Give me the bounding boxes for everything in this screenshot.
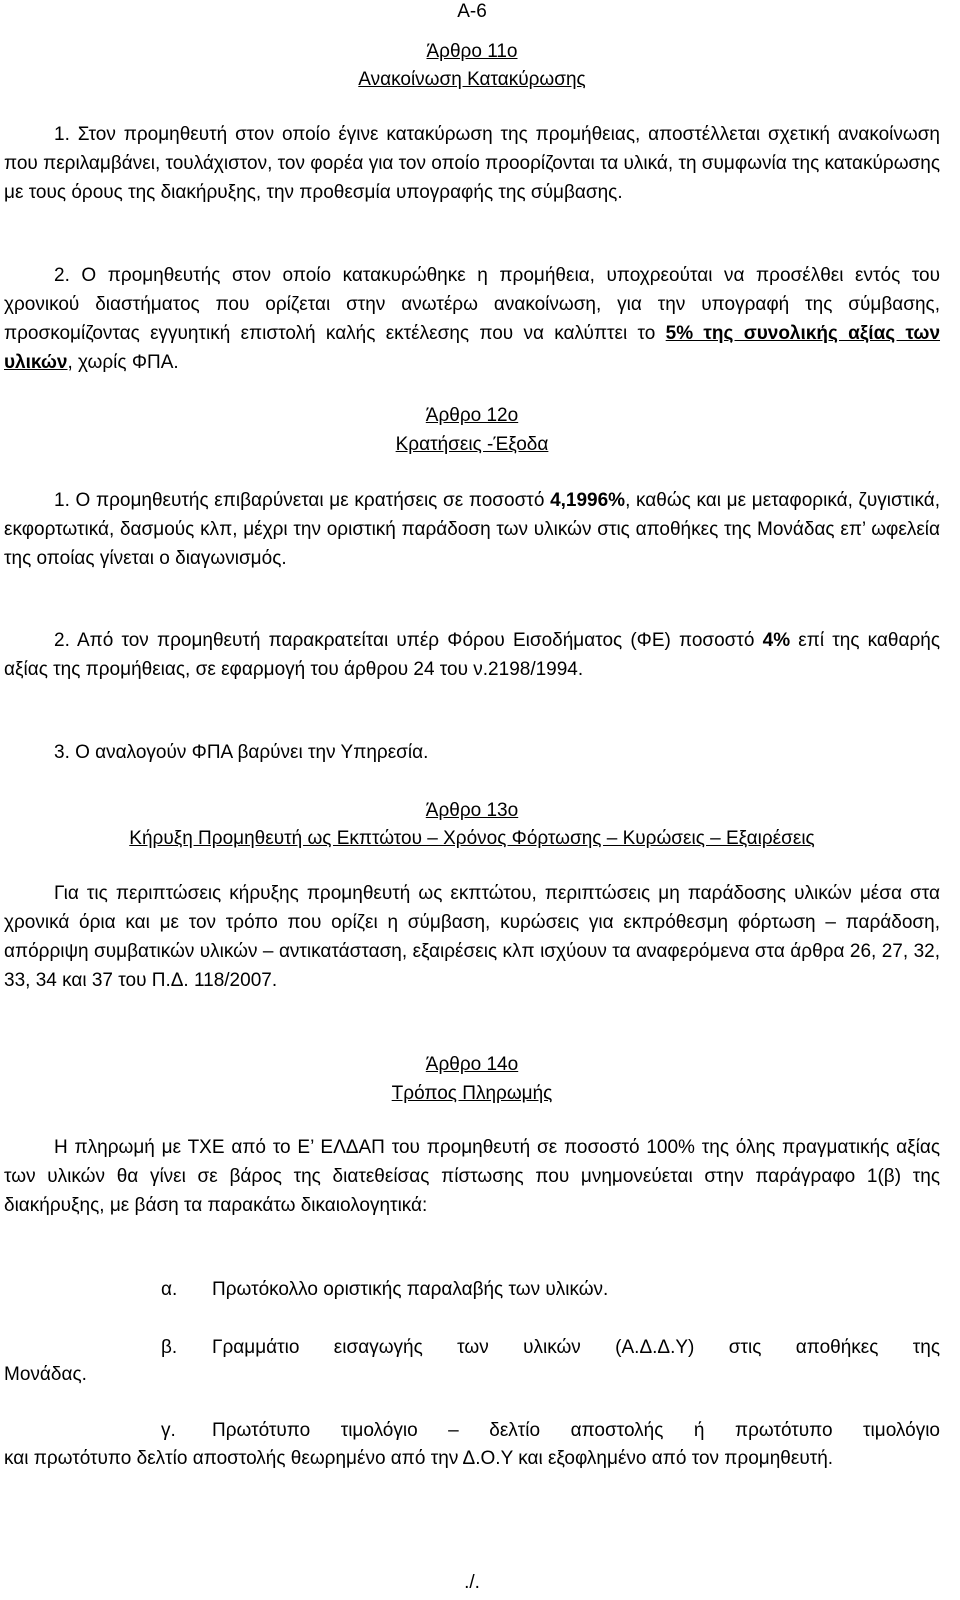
- list-item-text: Γραμμάτιο εισαγωγής των υλικών (Α.Δ.Δ.Υ) στις αποθήκες της: [212, 1337, 940, 1358]
- list-item-text: Πρωτότυπο τιμολόγιο – δελτίο αποστολής ή πρωτότυπο τιμολόγιο: [212, 1420, 940, 1441]
- article-14-paragraph-1: Η πληρωμή με ΤΧΕ από το Ε’ ΕΛΔΑΠ του προμηθευτή σε ποσοστό 100% της όλης πραγματικής αξίας των υλικών θα γίνει σε βάρος της διατεθείσας πίστωσης που μνημονεύεται στην παράγραφο 1(β) της διακήρυξης, με βάση τα παρακάτω δικαιολογητικά:: [4, 1137, 940, 1216]
- list-item-text: Πρωτόκολλο οριστικής παραλαβής των υλικών.: [212, 1279, 609, 1300]
- list-item-letter: β.: [161, 1337, 178, 1358]
- article-12-paragraph-3: 3. Ο αναλογούν ΦΠΑ βαρύνει την Υπηρεσία.: [54, 742, 429, 763]
- article-13-paragraph-1: Για τις περιπτώσεις κήρυξης προμηθευτή ως εκπτώτου, περιπτώσεις μη παράδοσης υλικών μέσα στα χρονικά όρια και με τον τρόπο που ορίζει η σύμβαση, κυρώσεις για εκπρόθεσμη φόρτωση – παράδοση, απόρριψη συμβατικών υλικών – αντικατάσταση, εξαιρέσεις κλπ ισχύουν τα αναφερόμενα στα άρθρα 26, 27, 32, 33, 34 και 37 του Π.Δ. 118/2007.: [4, 883, 940, 991]
- article-12-paragraph-2: 2. Από τον προμηθευτή παρακρατείται υπέρ Φόρου Εισοδήματος (ΦΕ) ποσοστό 4% επί της καθαρής αξίας της προμήθειας, σε εφαρμογή του άρθρου 24 του ν.2198/1994.: [4, 630, 940, 680]
- article-13-subtitle: Κήρυξη Προμηθευτή ως Εκπτώτου – Χρόνος Φόρτωσης – Κυρώσεις – Εξαιρέσεις: [129, 828, 815, 849]
- article-12-title: Άρθρο 12ο: [425, 405, 519, 426]
- article-11-subtitle: Ανακοίνωση Κατακύρωσης: [358, 69, 586, 90]
- article-12-subtitle: Κρατήσεις -Έξοδα: [395, 434, 549, 455]
- article-14-title: Άρθρο 14ο: [425, 1054, 519, 1075]
- article-11-paragraph-2: 2. Ο προμηθευτής στον οποίο κατακυρώθηκε η προμήθεια, υποχρεούται να προσέλθει εντός του χρονικού διαστήματος που ορίζεται στην ανωτέρω ανακοίνωση, για την υπογραφή της σύμβασης, προσκομίζοντας εγγυητική επιστολή καλής εκτέλεσης που να καλύπτει το 5% της συνολικής αξίας των υλικών, χωρίς ΦΠΑ.: [4, 265, 941, 373]
- article-13-title: Άρθρο 13ο: [425, 800, 519, 821]
- article-11-paragraph-1: 1. Στον προμηθευτή στον οποίο έγινε κατακύρωση της προμήθειας, αποστέλλεται σχετική ανακοίνωση που περιλαμβάνει, τουλάχιστον, τον φορέα για τον οποίο προορίζονται τα υλικά, τη συμφωνία της κατακύρωσης με τους όρους της διακήρυξης, την προθεσμία υπογραφής της σύμβασης.: [4, 124, 940, 203]
- continuation-mark: ./.: [464, 1572, 480, 1593]
- list-item-gamma-continuation: και πρωτότυπο δελτίο αποστολής θεωρημένο από την Δ.Ο.Υ και εξοφλημένο από τον προμηθευτή.: [4, 1448, 834, 1469]
- list-item-letter: γ.: [161, 1420, 176, 1441]
- article-11-title: Άρθρο 11ο: [426, 41, 518, 62]
- list-item-letter: α.: [161, 1279, 178, 1300]
- article-12-paragraph-1: 1. Ο προμηθευτής επιβαρύνεται με κρατήσεις σε ποσοστό 4,1996%, καθώς και με μεταφορικά, ζυγιστικά, εκφορτωτικά, δασμούς κλπ, μέχρι την οριστική παράδοση των υλικών στις αποθήκες της Μονάδας επ’ ωφελεία της οποίας γίνεται ο διαγωνισμός.: [4, 490, 940, 569]
- article-14-subtitle: Τρόπος Πληρωμής: [391, 1083, 553, 1104]
- list-item-beta-continuation: Μονάδας.: [4, 1364, 87, 1385]
- page-number: Α-6: [457, 1, 487, 22]
